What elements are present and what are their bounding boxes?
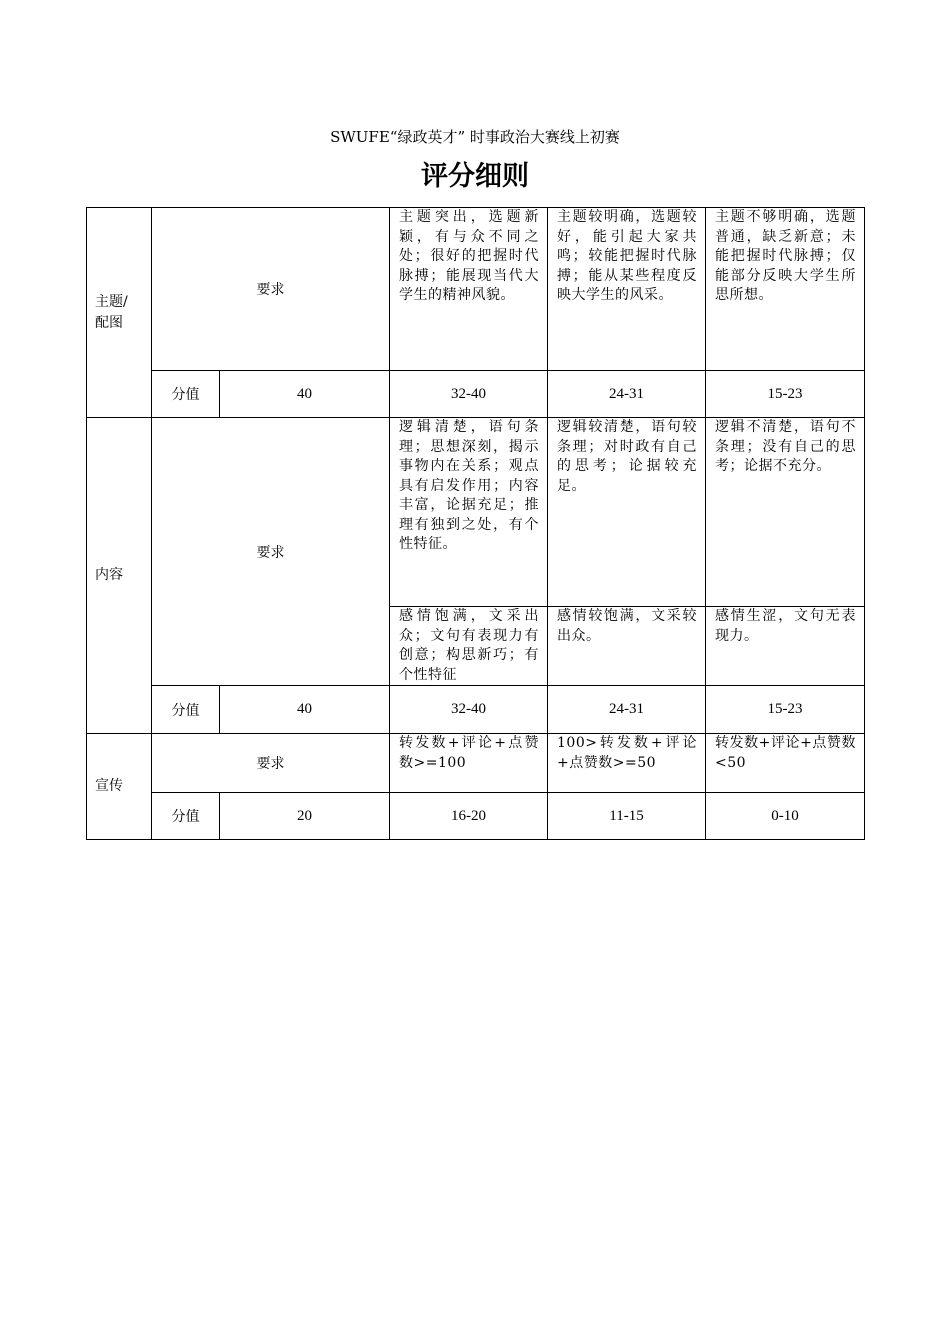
score-range: 15-23 xyxy=(706,371,865,418)
document-title: 评分细则 xyxy=(421,161,529,192)
max-score: 20 xyxy=(220,793,390,840)
criteria-text: 感情饱满，文采出众；文句有表现力有创意；构思新巧；有个性特征 xyxy=(399,608,539,683)
criteria-text: 主题较明确，选题较好，能引起大家共鸣；较能把握时代脉搏；能从某些程度反映大学生的风采。 xyxy=(557,209,697,303)
max-score: 40 xyxy=(220,371,390,418)
criteria-cell xyxy=(548,208,706,371)
criteria-text: 逻辑较清楚，语句较条理；对时政有自己的思考；论据较充足。 xyxy=(557,419,697,494)
criteria-cell xyxy=(390,607,548,686)
category-theme-cell xyxy=(87,208,152,418)
criteria-text: 逻辑不清楚，语句不条理；没有自己的思考；论据不充分。 xyxy=(715,419,856,474)
criteria-cell xyxy=(548,418,706,607)
criteria-text: 100>转发数+评论+点赞数>=50 xyxy=(557,735,697,771)
document-subtitle: SWUFE“绿政英才” 时事政治大赛线上初赛 xyxy=(330,128,620,146)
criteria-text: 感情生涩，文句无表现力。 xyxy=(715,608,856,644)
category-label: 主题/配图 xyxy=(95,293,128,331)
table-row xyxy=(87,371,865,418)
table-row xyxy=(87,734,865,793)
requirement-label: 要求 xyxy=(152,418,390,686)
criteria-cell xyxy=(548,607,706,686)
criteria-text: 转发数+评论+点赞数<50 xyxy=(715,735,856,771)
criteria-text: 转发数+评论+点赞数>=100 xyxy=(399,735,539,771)
scoring-rubric-table xyxy=(86,207,865,840)
criteria-cell xyxy=(706,734,865,793)
score-range: 24-31 xyxy=(548,371,706,418)
score-range: 32-40 xyxy=(390,371,548,418)
category-promotion-cell: 宣传 xyxy=(87,734,152,840)
criteria-cell xyxy=(548,734,706,793)
table-row xyxy=(87,793,865,840)
score-range: 11-15 xyxy=(548,793,706,840)
criteria-cell xyxy=(390,734,548,793)
score-label: 分值 xyxy=(152,793,220,840)
max-score: 40 xyxy=(220,686,390,734)
score-range: 0-10 xyxy=(706,793,865,840)
criteria-cell xyxy=(390,418,548,607)
table-row xyxy=(87,686,865,734)
criteria-text: 感情较饱满，文采较出众。 xyxy=(557,608,697,644)
score-range: 16-20 xyxy=(390,793,548,840)
criteria-cell xyxy=(706,607,865,686)
requirement-label: 要求 xyxy=(152,208,390,371)
score-range: 32-40 xyxy=(390,686,548,734)
score-range: 15-23 xyxy=(706,686,865,734)
category-content-cell: 内容 xyxy=(87,418,152,734)
criteria-text: 主题不够明确，选题普通，缺乏新意；未能把握时代脉搏；仅能部分反映大学生所思所想。 xyxy=(715,209,856,303)
criteria-text: 逻辑清楚，语句条理；思想深刻，揭示事物内在关系；观点具有启发作用；内容丰富，论据充足；推理有独到之处，有个性特征。 xyxy=(399,419,539,552)
score-label: 分值 xyxy=(152,371,220,418)
requirement-label: 要求 xyxy=(152,734,390,793)
criteria-text: 主题突出，选题新颖，有与众不同之处；很好的把握时代脉搏；能展现当代大学生的精神风貌。 xyxy=(399,209,539,303)
score-label: 分值 xyxy=(152,686,220,734)
criteria-cell xyxy=(706,418,865,607)
table-row xyxy=(87,208,865,371)
table-row xyxy=(87,418,865,607)
criteria-cell xyxy=(390,208,548,371)
score-range: 24-31 xyxy=(548,686,706,734)
criteria-cell xyxy=(706,208,865,371)
